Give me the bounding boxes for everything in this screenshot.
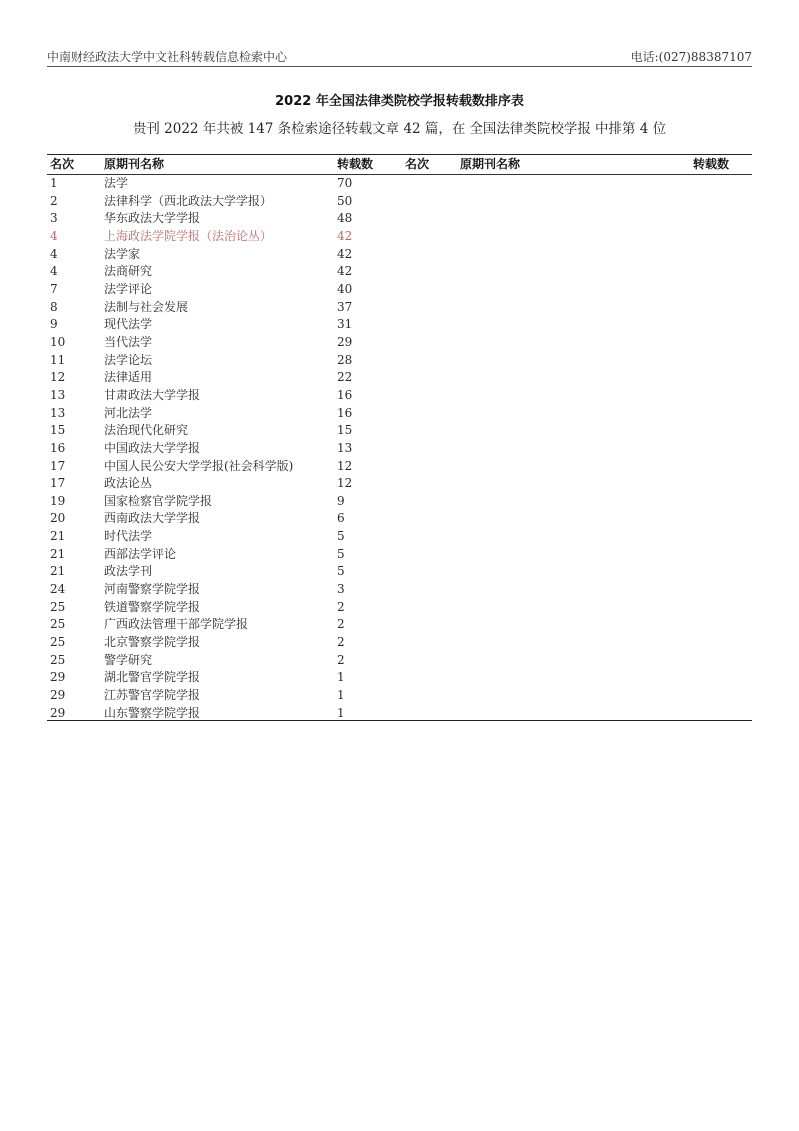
row-journal-name: 法律科学（西北政法大学学报）: [104, 193, 273, 208]
table-row: [47, 475, 752, 493]
row-journal-name: 甘肃政法大学学报: [104, 387, 201, 402]
row-rank: 8: [50, 299, 58, 314]
row-journal-name: 法学家: [104, 246, 141, 261]
row-journal-name: 国家检察官学院学报: [104, 493, 213, 508]
row-journal-name: 河北法学: [104, 405, 153, 420]
row-count: 5: [337, 564, 345, 579]
row-count: 50: [337, 193, 353, 208]
row-journal-name: 中国政法大学学报: [104, 440, 201, 455]
row-rank: 29: [50, 705, 66, 720]
row-count: 2: [337, 652, 345, 667]
row-journal-name: 西南政法大学学报: [104, 511, 201, 526]
row-rank: 21: [50, 564, 66, 579]
row-rank: 2: [50, 193, 58, 208]
row-journal-name: 政法论丛: [104, 476, 153, 491]
table-row: [47, 458, 752, 476]
row-count: 31: [337, 317, 353, 332]
row-rank: 20: [50, 511, 66, 526]
row-rank: 21: [50, 546, 66, 561]
row-count: 28: [337, 352, 353, 367]
row-journal-name: 法制与社会发展: [104, 299, 189, 314]
subtitle-part-1: 贵刊 2022 年共被 147 条检索途径转载文章 42 篇，在: [132, 121, 466, 137]
row-count: 9: [337, 493, 345, 508]
row-journal-name: 政法学刊: [104, 564, 153, 579]
header-rank-left: 名次: [50, 157, 75, 171]
row-count: 1: [337, 688, 345, 703]
table-row: [47, 405, 752, 423]
row-count: 1: [337, 670, 345, 685]
row-journal-name: 现代法学: [104, 317, 153, 332]
row-count: 40: [337, 281, 353, 296]
row-count: 1: [337, 705, 345, 720]
row-journal-name: 上海政法学院学报（法治论丛）: [104, 228, 273, 243]
table-row: [47, 387, 752, 405]
table-bottom-rule: [47, 720, 752, 721]
row-rank: 25: [50, 599, 66, 614]
row-journal-name: 华东政法大学学报: [104, 211, 201, 226]
table-row: [47, 369, 752, 387]
table-row: [47, 599, 752, 617]
row-rank: 19: [50, 493, 66, 508]
row-count: 3: [337, 582, 345, 597]
row-rank: 25: [50, 652, 66, 667]
page-subtitle: [0, 117, 799, 137]
row-count: 16: [337, 405, 353, 420]
subtitle-category: 全国法律类院校学报: [469, 121, 591, 137]
row-count: 12: [337, 458, 353, 473]
table-row: [47, 616, 752, 634]
table-row-highlighted: [47, 228, 752, 246]
table-row: [47, 422, 752, 440]
row-count: 5: [337, 529, 345, 544]
table-row: [47, 299, 752, 317]
row-count: 48: [337, 211, 353, 226]
table-row: [47, 316, 752, 334]
row-rank: 7: [50, 281, 58, 296]
header-divider: [47, 66, 752, 67]
row-count: 2: [337, 635, 345, 650]
table-row: [47, 193, 752, 211]
row-rank: 17: [50, 458, 66, 473]
row-journal-name: 法商研究: [104, 264, 153, 279]
header-count-right: 转载数: [693, 157, 730, 171]
row-journal-name: 法学评论: [104, 281, 153, 296]
row-rank: 1: [50, 176, 58, 190]
row-journal-name: 当代法学: [104, 334, 153, 349]
row-rank: 25: [50, 617, 66, 632]
row-rank: 17: [50, 476, 66, 491]
row-rank: 16: [50, 440, 66, 455]
table-row: [47, 652, 752, 670]
table-row: [47, 246, 752, 264]
row-rank: 15: [50, 423, 66, 438]
row-rank: 4: [50, 264, 58, 279]
row-count: 2: [337, 617, 345, 632]
row-count: 13: [337, 440, 353, 455]
row-rank: 21: [50, 529, 66, 544]
header-rank-right: 名次: [405, 157, 430, 171]
row-rank: 25: [50, 635, 66, 650]
row-count: 42: [337, 264, 353, 279]
table-row: [47, 634, 752, 652]
row-journal-name: 山东警察学院学报: [104, 705, 201, 720]
row-rank: 24: [50, 582, 66, 597]
row-rank: 4: [50, 228, 58, 243]
page-title: 2022 年全国法律类院校学报转载数排序表: [275, 94, 524, 109]
row-count: 16: [337, 387, 353, 402]
table-row: [47, 440, 752, 458]
row-rank: 13: [50, 387, 66, 402]
row-count: 2: [337, 599, 345, 614]
row-journal-name: 铁道警察学院学报: [104, 599, 201, 614]
table-row: [47, 493, 752, 511]
subtitle-part-3: 中排第 4 位: [594, 121, 667, 137]
table-row: [47, 528, 752, 546]
row-journal-name: 法学: [104, 176, 129, 190]
row-count: 42: [337, 246, 353, 261]
row-journal-name: 中国人民公安大学学报(社会科学版): [104, 458, 294, 473]
row-count: 22: [337, 370, 353, 385]
row-journal-name: 北京警察学院学报: [104, 635, 201, 650]
table-row: [47, 263, 752, 281]
row-journal-name: 江苏警官学院学报: [104, 688, 201, 703]
row-journal-name: 时代法学: [104, 529, 153, 544]
table-row: [47, 687, 752, 705]
table-row: [47, 334, 752, 352]
header-count-left: 转载数: [337, 157, 374, 171]
table-row: [47, 510, 752, 528]
row-count: 12: [337, 476, 353, 491]
table-row: [47, 546, 752, 564]
row-rank: 3: [50, 211, 58, 226]
header-phone: 电话:(027)88387107: [630, 50, 752, 64]
table-row: [47, 281, 752, 299]
row-journal-name: 法律适用: [104, 370, 153, 385]
table-header: [47, 156, 752, 173]
row-rank: 11: [50, 352, 66, 367]
row-count: 42: [337, 228, 353, 243]
row-journal-name: 西部法学评论: [104, 546, 177, 561]
row-rank: 12: [50, 370, 66, 385]
row-rank: 4: [50, 246, 58, 261]
table-row: [47, 669, 752, 687]
row-count: 29: [337, 334, 353, 349]
table-row: [47, 563, 752, 581]
page-header: [47, 49, 752, 65]
row-rank: 13: [50, 405, 66, 420]
row-journal-name: 广西政法管理干部学院学报: [104, 617, 249, 632]
row-journal-name: 警学研究: [104, 652, 153, 667]
row-rank: 10: [50, 334, 66, 349]
header-name-left: 原期刊名称: [104, 157, 165, 171]
row-count: 37: [337, 299, 353, 314]
row-journal-name: 法治现代化研究: [104, 423, 189, 438]
ranking-table-body: [47, 175, 752, 722]
row-journal-name: 河南警察学院学报: [104, 582, 201, 597]
row-journal-name: 法学论坛: [104, 352, 153, 367]
row-rank: 29: [50, 670, 66, 685]
table-row: [47, 210, 752, 228]
row-count: 15: [337, 423, 353, 438]
table-row: [47, 581, 752, 599]
header-name-right: 原期刊名称: [460, 157, 521, 171]
row-journal-name: 湖北警官学院学报: [104, 670, 201, 685]
table-row: [47, 175, 752, 193]
row-rank: 9: [50, 317, 58, 332]
row-count: 5: [337, 546, 345, 561]
row-rank: 29: [50, 688, 66, 703]
row-count: 70: [337, 176, 353, 190]
header-organization: 中南财经政法大学中文社科转载信息检索中心: [47, 50, 288, 64]
table-top-rule: [47, 154, 752, 155]
table-row: [47, 352, 752, 370]
row-count: 6: [337, 511, 345, 526]
